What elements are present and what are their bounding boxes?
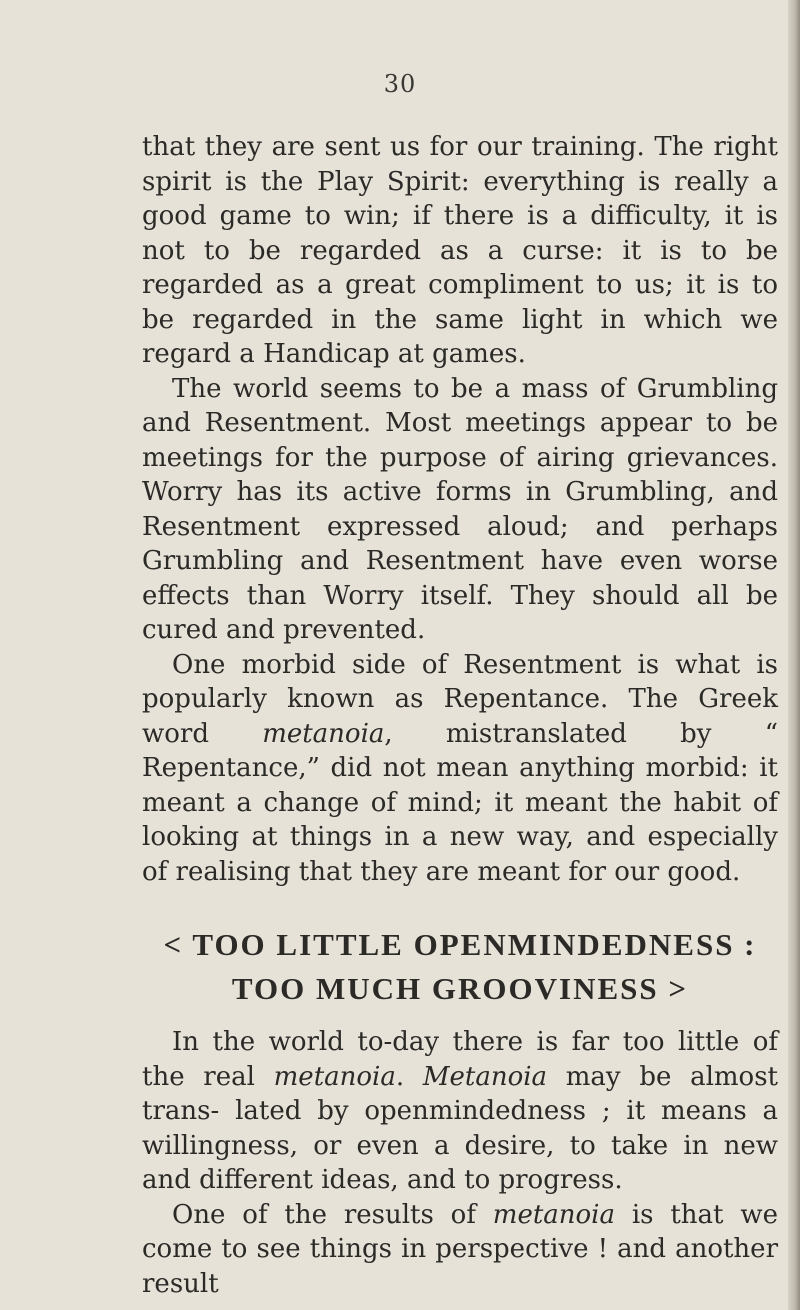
text-span: is that we come to see things in perspective ! and another result — [142, 1199, 778, 1299]
italic-text: metanoia — [273, 1061, 396, 1092]
text-span: In the world to-day there is far too little of the real — [142, 1027, 778, 1092]
heading-line-2: TOO MUCH GROOVINESS > — [231, 971, 689, 1006]
paragraph — [142, 130, 778, 372]
paragraph — [142, 1025, 778, 1198]
text-span: , mistranslated by “ Repentance,” did not mean anything morbid: it meant a change of mind; it meant the habit of looking at things in a new way, and especially of realising that they are meant for our good. — [142, 718, 778, 887]
text-span: may be almost trans- lated by openmindedness ; it means a willingness, or even a desire, to take in new and different ideas, and to progress. — [142, 1061, 778, 1195]
paragraph — [142, 1198, 778, 1302]
italic-text: Metanoia — [422, 1061, 548, 1092]
section-heading — [142, 923, 778, 1011]
text-span: The world seems to be a mass of Grumbling and Resentment. Most meetings appear to be meetings for the purpose of airing grievances. Worry has its active forms in Grumbling, and Resentment expressed aloud; and perhaps Grumbling and Resentment have even worse effects than Worry itself. They should all be cured and prevented. — [142, 373, 778, 645]
page-number: 30 — [383, 70, 417, 98]
italic-text: metanoia — [492, 1199, 616, 1230]
paragraphs-top — [142, 130, 778, 889]
heading-line-1: < TOO LITTLE OPENMINDEDNESS : — [163, 927, 757, 962]
paragraph — [142, 372, 778, 648]
page-edge — [788, 0, 800, 1310]
paragraphs-bottom — [142, 1025, 778, 1301]
text-span: One of the results of — [172, 1199, 493, 1230]
body-text — [142, 130, 778, 1301]
paragraph — [142, 648, 778, 890]
text-span: One morbid side of Resentment is what is popularly known as Repentance. The Greek word — [142, 649, 778, 749]
text-span: that they are sent us for our training. The right spirit is the Play Spirit: everything is really a good game to win; if there is a difficulty, it is not to be regarded as a curse: it is to be regarded as a great compliment to us; it is to be regarded in the same light in which we regard a Handicap at games. — [142, 132, 778, 369]
text-span: . — [395, 1061, 423, 1092]
italic-text: metanoia — [262, 718, 385, 749]
